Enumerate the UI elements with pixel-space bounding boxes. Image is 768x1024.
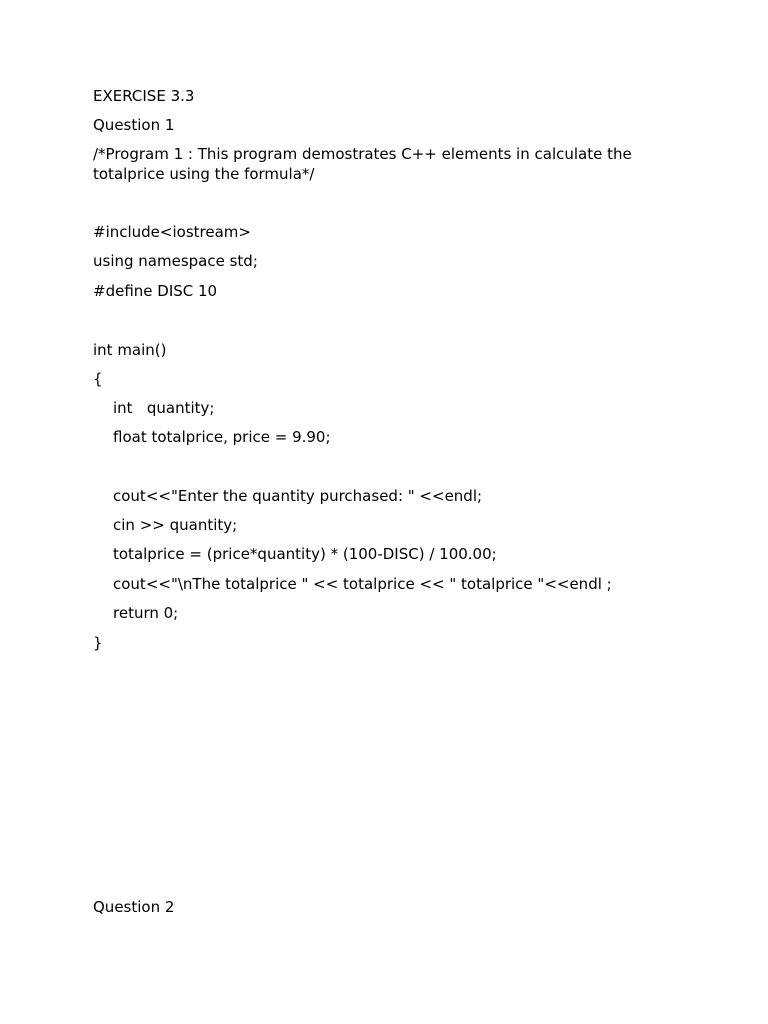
question-1-label: Question 1 xyxy=(93,116,175,134)
code-calc: totalprice = (price*quantity) * (100-DISC) / 100.00; xyxy=(113,545,497,563)
code-close-brace: } xyxy=(93,634,103,652)
code-return: return 0; xyxy=(113,604,179,622)
exercise-heading: EXERCISE 3.3 xyxy=(93,87,195,105)
code-decl-int: int quantity; xyxy=(113,399,215,417)
question-2-label: Question 2 xyxy=(93,898,175,916)
program-comment: /*Program 1 : This program demostrates C++ elements in calculate the totalprice using the formula*/ xyxy=(93,145,632,183)
code-main-signature: int main() xyxy=(93,341,167,359)
code-namespace: using namespace std; xyxy=(93,252,258,270)
code-decl-float: float totalprice, price = 9.90; xyxy=(113,428,331,446)
code-include: #include<iostream> xyxy=(93,223,251,241)
code-cout-prompt: cout<<"Enter the quantity purchased: " <<endl; xyxy=(113,487,483,505)
code-cout-result: cout<<"\nThe totalprice " << totalprice << " totalprice "<<endl ; xyxy=(113,575,612,593)
code-define: #define DISC 10 xyxy=(93,282,218,300)
code-open-brace: { xyxy=(93,370,103,388)
code-cin: cin >> quantity; xyxy=(113,516,238,534)
